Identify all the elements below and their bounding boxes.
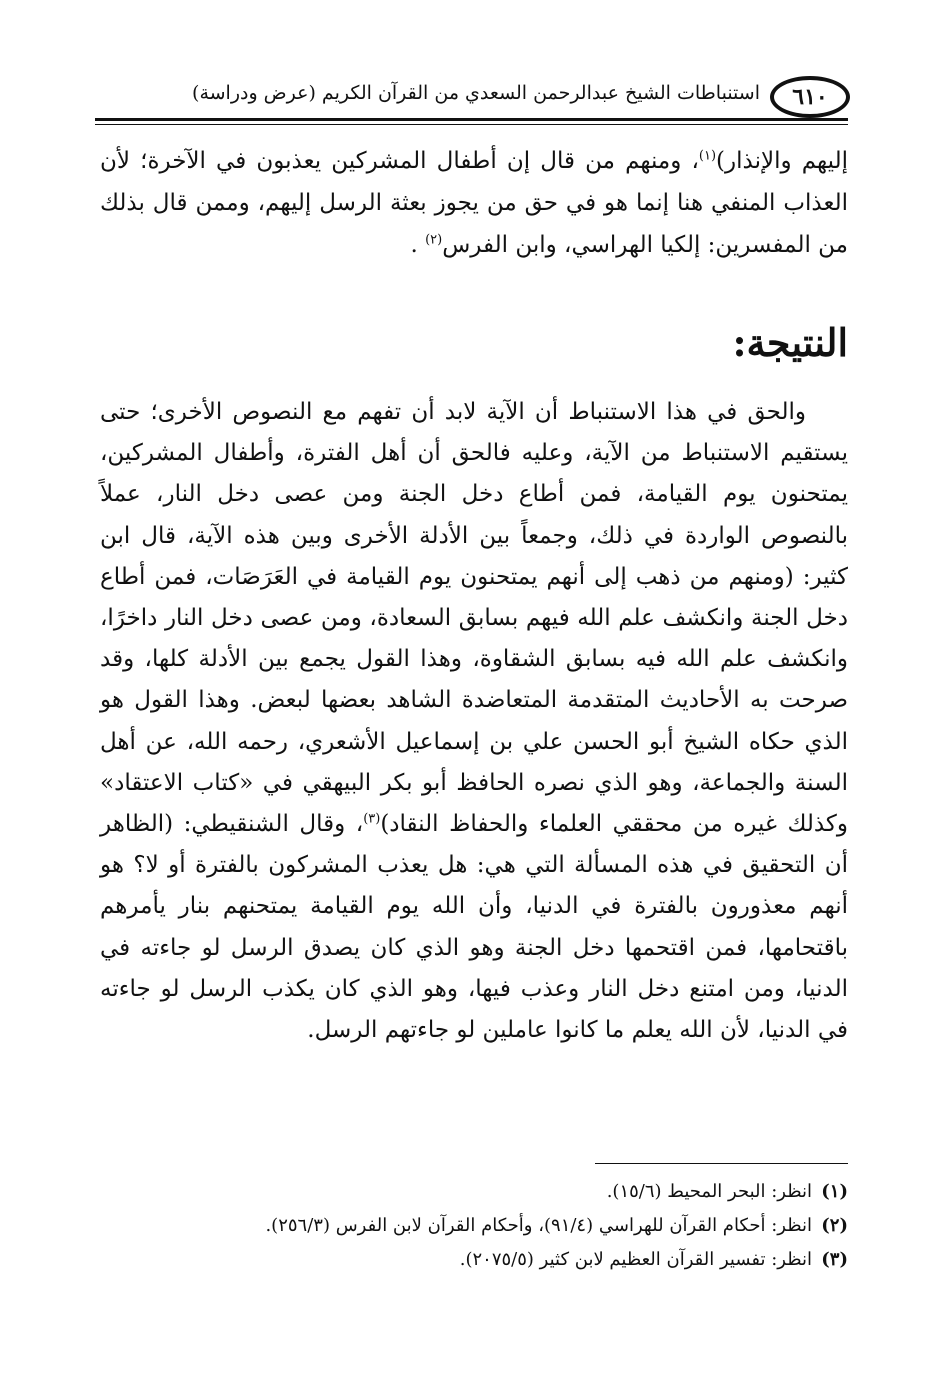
footnote-ref-2[interactable]: (٢) xyxy=(425,232,443,248)
footnote-ref-3[interactable]: (٣) xyxy=(363,811,381,827)
footnote-number: (٣) xyxy=(821,1249,848,1270)
page-number-badge xyxy=(770,76,850,118)
footnotes xyxy=(100,1175,848,1277)
main-paragraph xyxy=(100,392,848,1051)
intro-text-a: إليهم والإنذار) xyxy=(716,148,848,174)
section-heading: النتيجة: xyxy=(732,320,848,365)
header-rule-thick xyxy=(95,118,848,121)
footnote-item xyxy=(100,1209,848,1243)
footnote-text: انظر: تفسير القرآن العظيم لابن كثير (٢٠٧٥/٥). xyxy=(459,1249,812,1270)
footnote-separator xyxy=(595,1163,848,1164)
intro-paragraph xyxy=(100,140,848,266)
main-text xyxy=(100,392,848,1051)
running-title: استنباطات الشيخ عبدالرحمن السعدي من القرآن الكريم (عرض ودراسة) xyxy=(192,82,760,104)
main-text-a: والحق في هذا الاستنباط أن الآية لابد أن تفهم مع النصوص الأخرى؛ حتى يستقيم الاستنباط من الآية، وعليه فالحق أن أهل الفترة، وأطفال المشركين، يمتحنون يوم القيامة، فمن أطاع دخل الجنة ومن عصى دخل النار، عملاً بالنصوص الواردة في ذلك، وجمعاً بين الأدلة الأخرى وبين هذه الآية، قال ابن كثير: (ومنهم من ذهب إلى أنهم يمتحنون يوم القيامة في العَرَصَات، فمن أطاع دخل الجنة وانكشف علم الله فيهم بسابق السعادة، ومن عصى دخل النار داخرًا، وانكشف علم الله فيه بسابق الشقاوة، وهذا القول يجمع بين الأدلة كلها، وقد صرحت به الأحاديث المتقدمة المتعاضدة الشاهد بعضها لبعض. وهذا القول هو الذي حكاه الشيخ أبو الحسن علي بن إسماعيل الأشعري، رحمه الله، عن أهل السنة والجماعة، وهو الذي نصره الحافظ أبو بكر البيهقي في «كتاب الاعتقاد» وكذلك غيره من محققي العلماء والحفاظ النقاد) xyxy=(100,399,848,838)
footnote-number: (٢) xyxy=(821,1215,848,1236)
footnote-number: (١) xyxy=(821,1181,848,1202)
main-text-b: ، وقال الشنقيطي: (الظاهر أن التحقيق في هذه المسألة التي هي: هل يعذب المشركون بالفترة أو لا؟ هو أنهم معذورون بالفترة في الدنيا، وأن الله يوم القيامة يمتحنهم بنار يأمرهم باقتحامها، فمن اقتحمها دخل الجنة وهو الذي كان يصدق الرسل لو جاءته في الدنيا، ومن امتنع دخل النار وعذب فيها، وهو الذي كان يكذب الرسل لو جاءته في الدنيا، لأن الله يعلم ما كانوا عاملين لو جاءتهم الرسل. xyxy=(100,811,848,1044)
page-number: ٦١٠ xyxy=(792,84,828,110)
intro-text-c: . xyxy=(410,232,426,258)
footnote-item xyxy=(100,1175,848,1209)
intro-text xyxy=(100,140,848,266)
page-header xyxy=(95,76,848,116)
header-rule-thin xyxy=(95,124,848,125)
footnote-item xyxy=(100,1243,848,1277)
footnote-text: انظر: البحر المحيط (١٥/٦). xyxy=(606,1181,812,1202)
footnote-text: انظر: أحكام القرآن للهراسي (٩١/٤)، وأحكام القرآن لابن الفرس (٢٥٦/٣). xyxy=(265,1215,812,1236)
footnote-ref-1[interactable]: (١) xyxy=(698,148,717,164)
intro-text-b: ، ومنهم من قال إن أطفال المشركين يعذبون في الآخرة؛ لأن العذاب المنفي هنا إنما هو في حق من يجوز بعثة الرسل إليهم، وممن قال بذلك من المفسرين: إلكيا الهراسي، وابن الفرس xyxy=(100,148,848,258)
